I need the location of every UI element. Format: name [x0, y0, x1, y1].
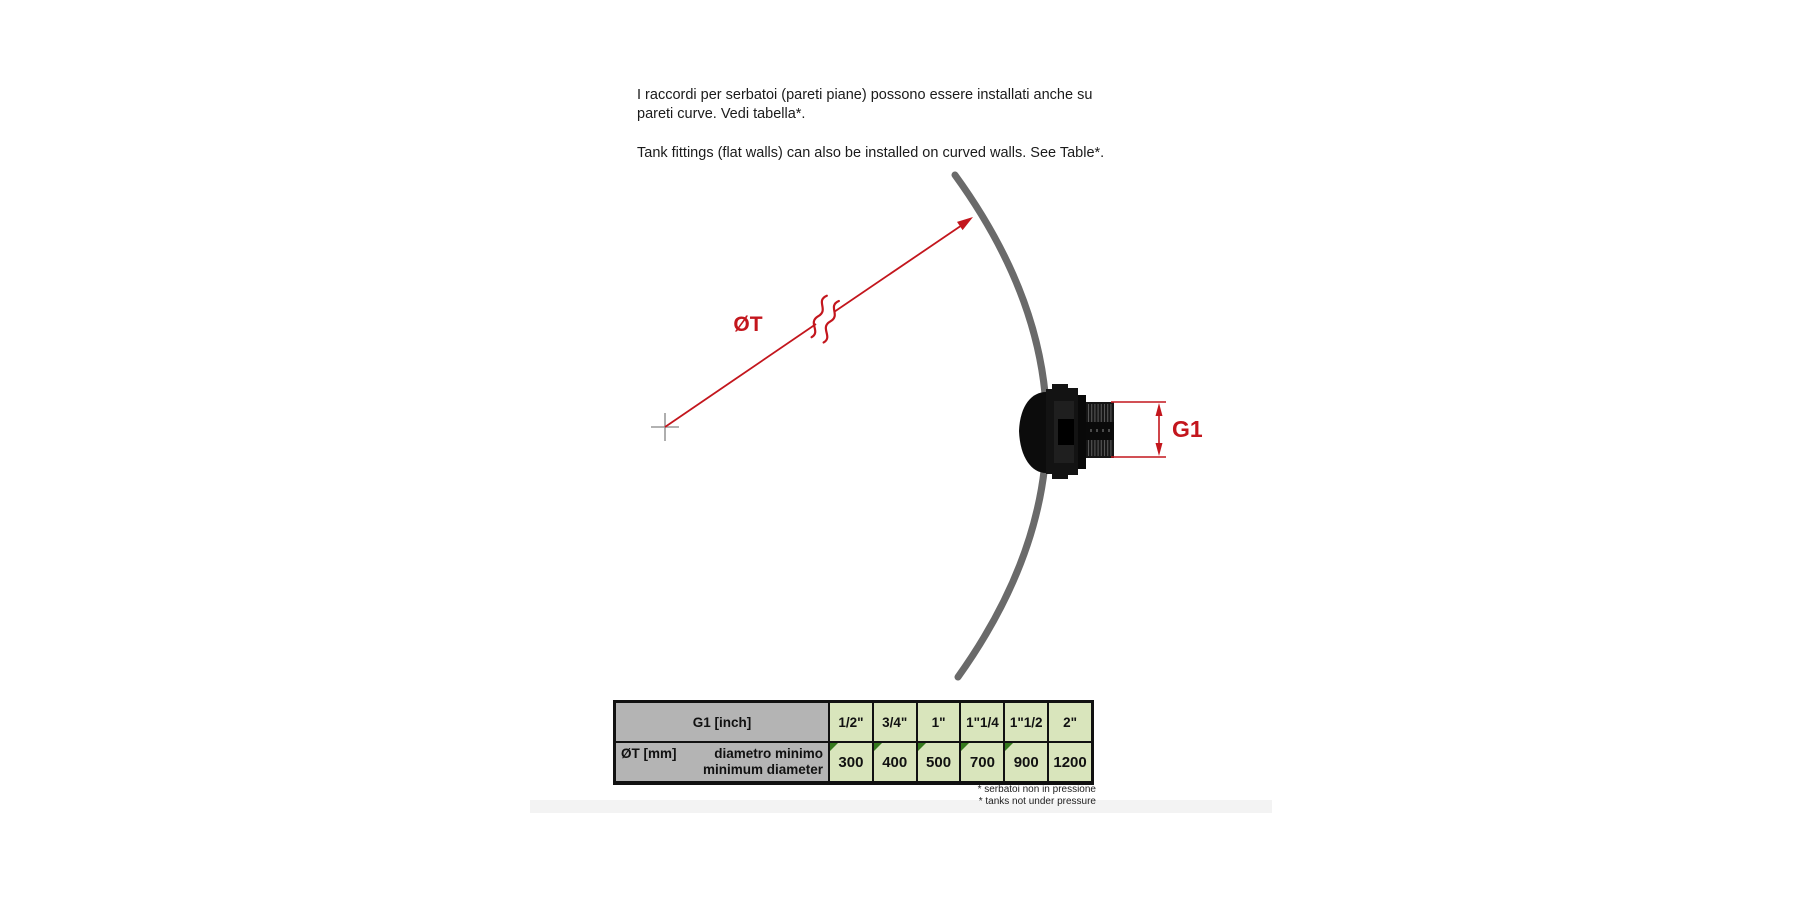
g1-arrowhead-top: [1156, 403, 1163, 416]
table-footnotes: [613, 784, 1096, 807]
diameter-dimension-label: ØT: [733, 313, 763, 336]
intro-italian-line2: pareti curve. Vedi tabella*.: [637, 106, 806, 122]
table-value-cell: 700: [960, 742, 1004, 782]
table-col-header: 1/2": [829, 702, 873, 742]
row-unit-label: ØT [mm]: [621, 746, 677, 761]
table-col-header: 2": [1048, 702, 1092, 742]
table-value-cell: 500: [917, 742, 961, 782]
diameter-dimension-arrow: [665, 221, 968, 427]
table-col-header: 1"1/2: [1004, 702, 1048, 742]
footnote-italian: * serbatoi non in pressione: [977, 784, 1096, 795]
g1-arrowhead-bottom: [1156, 443, 1163, 456]
table-col-header: 3/4": [873, 702, 917, 742]
fitting-collar: [1078, 395, 1086, 469]
break-symbol-icon: [809, 294, 839, 343]
tank-fitting: [1019, 384, 1114, 479]
diameter-arrowhead: [957, 217, 973, 230]
table-value-cell: 900: [1004, 742, 1048, 782]
g1-dimension-label: G1: [1172, 416, 1203, 442]
table-value-cell: 400: [873, 742, 917, 782]
table-header-label: G1 [inch]: [615, 702, 829, 742]
row-desc-italian: diametro minimo: [714, 746, 823, 761]
table-col-header: 1"1/4: [960, 702, 1004, 742]
table-value-cell: 300: [829, 742, 873, 782]
table-value-cell: 1200: [1048, 742, 1092, 782]
table-row-label: [615, 742, 829, 782]
footnote-english: * tanks not under pressure: [978, 795, 1096, 807]
intro-paragraph-english: [637, 144, 1104, 163]
diameter-spec-table: [613, 700, 1094, 785]
intro-paragraph-italian: [637, 86, 1092, 124]
fitting-inner-flange: [1019, 392, 1046, 473]
intro-italian-line1: I raccordi per serbatoi (pareti piane) possono essere installati anche su: [637, 87, 1093, 103]
tank-fitting-diagram: [620, 165, 1220, 705]
intro-english-line: Tank fittings (flat walls) can also be installed on curved walls. See Table*.: [637, 145, 1105, 161]
fitting-thread: [1086, 402, 1114, 458]
row-desc-english: minimum diameter: [702, 762, 823, 777]
table-col-header: 1": [917, 702, 961, 742]
